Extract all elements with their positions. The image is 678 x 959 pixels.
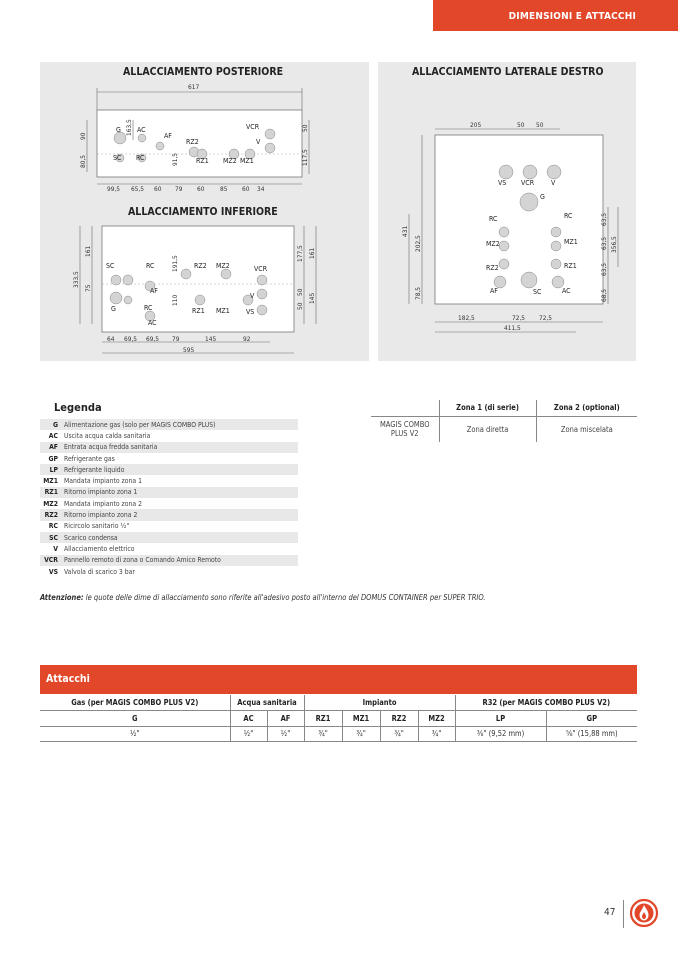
- posteriore-left-dim-2: 80,5: [79, 154, 87, 168]
- col-mz1: MZ1: [342, 711, 380, 727]
- legend-desc: Entrata acqua fredda sanitaria: [64, 443, 158, 452]
- legend-desc: Ricircolo sanitario ½": [64, 522, 130, 531]
- inferiore-right-dim-1: 177,5: [296, 245, 304, 262]
- legend-title: Legenda: [54, 401, 102, 414]
- laterale-label-ac: AC: [562, 287, 571, 295]
- posteriore-pipe-vcr: [265, 129, 275, 139]
- inferiore-bottom-dim-2: 69,5: [124, 335, 138, 343]
- attention-note: [40, 593, 486, 602]
- posteriore-bottom-dim-2: 65,5: [131, 185, 145, 193]
- legend-code: MZ1: [43, 477, 58, 486]
- col-g: G: [40, 711, 230, 727]
- laterale-label-v: V: [551, 179, 556, 187]
- legend-desc: Scarico condensa: [64, 533, 118, 542]
- posteriore-title: ALLACCIAMENTO POSTERIORE: [123, 66, 284, 78]
- posteriore-inner-dim-2: 91,5: [171, 152, 179, 166]
- zones-table: [371, 400, 637, 442]
- legend-item: [40, 419, 298, 430]
- laterale-label-mz2: MZ2: [486, 240, 500, 248]
- legend-code: RZ2: [44, 511, 58, 520]
- value-mz1: ¾": [342, 726, 380, 742]
- legend-code: V: [53, 544, 58, 553]
- posteriore-pipe-af: [156, 142, 164, 150]
- posteriore-bottom-dim-6: 85: [220, 185, 228, 193]
- group-r32: R32 (per MAGIS COMBO PLUS V2): [455, 695, 637, 711]
- posteriore-right-dim-1: 50: [301, 124, 309, 132]
- laterale-left-dim-2: 202,5: [414, 235, 422, 252]
- posteriore-label-ac: AC: [137, 126, 146, 134]
- inferiore-bottom-dim-1: 64: [107, 335, 115, 343]
- legend-item: [40, 475, 298, 486]
- note-text: le quote delle dime di allacciamento sono riferite all'adesivo posto all'interno del DOMUS CONTAINER per SUPER TRIO.: [83, 593, 486, 602]
- legend-item: [40, 430, 298, 441]
- inferiore-label-mz2: MZ2: [216, 262, 230, 270]
- inferiore-label-rc: RC: [146, 262, 155, 270]
- diagram-panel-left: [40, 62, 369, 361]
- value-lp: ⅜" (9,52 mm): [455, 726, 546, 742]
- inferiore-inner-dim-1: 191,5: [171, 255, 179, 272]
- col-af: AF: [267, 711, 304, 727]
- value-gp: ⅝" (15,88 mm): [546, 726, 637, 742]
- diagram-panel-right: [378, 62, 636, 361]
- posteriore-label-v: V: [256, 138, 261, 146]
- legend-code: VS: [48, 567, 58, 576]
- legend-item: [40, 498, 298, 509]
- laterale-left-dim-1: 431: [401, 225, 409, 237]
- posteriore-bottom-dim-8: 34: [257, 185, 265, 193]
- legend-desc: Refrigerante liquido: [64, 465, 125, 474]
- inferiore-inner-dim-2: 110: [171, 294, 179, 306]
- inferiore-label-g: G: [111, 305, 116, 313]
- legend-desc: Allacciamento elettrico: [64, 544, 135, 553]
- laterale-right-dim-4: 356,5: [610, 236, 618, 253]
- col-ac: AC: [230, 711, 267, 727]
- legend-desc: Pannello remoto di zona o Comando Amico Remoto: [64, 556, 221, 565]
- col-rz1: RZ1: [304, 711, 342, 727]
- inferiore-label-mz1: MZ1: [216, 307, 230, 315]
- inferiore-label-v: V: [250, 292, 255, 300]
- inferiore-label-rz1: RZ1: [192, 307, 205, 315]
- group-gas: Gas (per MAGIS COMBO PLUS V2): [40, 695, 230, 711]
- inferiore-right-dim-3: 50: [296, 288, 304, 296]
- laterale-label-rc-left: RC: [489, 215, 498, 223]
- posteriore-label-g: G: [116, 126, 121, 134]
- inferiore-bottom-dim-3: 69,5: [146, 335, 160, 343]
- inferiore-label-vs: VS: [246, 308, 255, 316]
- legend-list: [40, 419, 298, 577]
- posteriore-label-rc: RC: [136, 154, 145, 162]
- laterale-right-dim-1: 63,5: [600, 212, 608, 226]
- value-rz1: ¾": [304, 726, 342, 742]
- laterale-bottom-dim-3: 72,5: [539, 314, 553, 322]
- posteriore-label-mz2: MZ2: [223, 157, 237, 165]
- legend-item: [40, 566, 298, 577]
- legend-desc: Alimentazione gas (solo per MAGIS COMBO PLUS): [64, 420, 216, 429]
- col-lp: LP: [455, 711, 546, 727]
- posteriore-label-vcr: VCR: [246, 123, 260, 131]
- legend-item: [40, 487, 298, 498]
- posteriore-inner-dim-1: 163,5: [125, 119, 133, 136]
- legend-desc: Valvola di scarico 3 bar: [64, 567, 135, 576]
- legend-desc: Mandata impianto zona 1: [64, 477, 142, 486]
- brand-logo-icon: [629, 898, 659, 928]
- laterale-bottom-dim-2: 72,5: [512, 314, 526, 322]
- laterale-top-dim-1: 205: [470, 121, 482, 129]
- inferiore-right-dim-5: 145: [308, 292, 316, 304]
- laterale-label-sc: SC: [533, 288, 542, 296]
- posteriore-right-dim-2: 117,5: [301, 149, 309, 166]
- inferiore-bottom-dim-4: 79: [172, 335, 180, 343]
- value-ac: ½": [230, 726, 267, 742]
- posteriore-bottom-dim-3: 60: [154, 185, 162, 193]
- legend-item: [40, 555, 298, 566]
- legend-desc: Mandata impianto zona 2: [64, 499, 142, 508]
- legend-code: MZ2: [43, 499, 58, 508]
- laterale-bottom-dim-1: 182,5: [458, 314, 475, 322]
- posteriore-bottom-dim-4: 79: [175, 185, 183, 193]
- section-header-tab: DIMENSIONI E ATTACCHI: [433, 0, 678, 31]
- posteriore-top-dim: 617: [188, 83, 200, 91]
- inferiore-label-sc: SC: [106, 262, 115, 270]
- legend-desc: Ritorno impianto zona 2: [64, 511, 138, 520]
- laterale-drawing: [378, 62, 636, 361]
- posteriore-label-af: AF: [164, 132, 172, 140]
- legend-code: RZ1: [44, 488, 58, 497]
- inferiore-label-rz2: RZ2: [194, 262, 207, 270]
- col-gp: GP: [546, 711, 637, 727]
- legend-code: RC: [48, 522, 58, 531]
- value-mz2: ¾": [418, 726, 455, 742]
- inferiore-left-dim-2: 333,5: [72, 271, 80, 288]
- legend-code: GP: [48, 454, 58, 463]
- legend-code: AF: [49, 443, 58, 452]
- inferiore-left-dim-3: 75: [84, 284, 92, 292]
- posteriore-label-mz1: MZ1: [240, 157, 254, 165]
- laterale-label-rz1: RZ1: [564, 262, 577, 270]
- group-impianto: Impianto: [304, 695, 455, 711]
- laterale-top-dim-2: 50: [517, 121, 525, 129]
- posteriore-label-sc: SC: [113, 154, 122, 162]
- laterale-left-dim-3: 78,5: [414, 286, 422, 300]
- laterale-label-vs: VS: [498, 179, 507, 187]
- attacchi-title: Attacchi: [40, 665, 637, 694]
- legend-code: LP: [49, 465, 58, 474]
- value-af: ½": [267, 726, 304, 742]
- posteriore-pipe-ac: [138, 134, 146, 142]
- laterale-right-dim-3: 63,5: [600, 262, 608, 276]
- laterale-right-dim-2: 63,5: [600, 236, 608, 250]
- inferiore-label-rc-2: RC: [144, 304, 153, 312]
- legend-code: AC: [48, 431, 58, 440]
- inferiore-label-ac: AC: [148, 319, 157, 327]
- posteriore-bottom-dim-1: 99,5: [107, 185, 121, 193]
- posteriore-label-rz2: RZ2: [186, 138, 199, 146]
- laterale-label-rc-right: RC: [564, 212, 573, 220]
- legend-item: [40, 532, 298, 543]
- inferiore-label-vcr: VCR: [254, 265, 268, 273]
- zone2-value: Zona miscelata: [536, 416, 637, 442]
- page-number: 47: [604, 907, 616, 918]
- legend-item: [40, 521, 298, 532]
- posteriore-pipe-v: [265, 143, 275, 153]
- inferiore-total-dim: 595: [183, 346, 195, 354]
- posteriore-label-rz1: RZ1: [196, 157, 209, 165]
- laterale-right-dim-5: 68,5: [600, 288, 608, 302]
- legend-item: [40, 509, 298, 520]
- inferiore-bottom-dim-6: 92: [243, 335, 251, 343]
- group-acqua: Acqua sanitaria: [230, 695, 304, 711]
- inferiore-title: ALLACCIAMENTO INFERIORE: [128, 206, 278, 218]
- col-mz2: MZ2: [418, 711, 455, 727]
- note-label: Attenzione:: [40, 593, 84, 602]
- legend-desc: Ritorno impianto zona 1: [64, 488, 138, 497]
- laterale-title: ALLACCIAMENTO LATERALE DESTRO: [412, 66, 604, 78]
- legend-code: G: [52, 420, 58, 429]
- footer-divider: [623, 900, 624, 928]
- value-rz2: ¾": [380, 726, 418, 742]
- legend-item: [40, 453, 298, 464]
- posteriore-inferiore-drawing: [40, 62, 369, 361]
- laterale-total-dim: 411,5: [504, 324, 521, 332]
- posteriore-bottom-dim-5: 60: [197, 185, 205, 193]
- legend-item: [40, 442, 298, 453]
- legend-item: [40, 464, 298, 475]
- col-rz2: RZ2: [380, 711, 418, 727]
- laterale-top-dim-3: 50: [536, 121, 544, 129]
- posteriore-bottom-dim-7: 60: [242, 185, 250, 193]
- laterale-label-af: AF: [490, 287, 498, 295]
- legend-code: SC: [49, 533, 58, 542]
- inferiore-left-dim-1: 161: [84, 245, 92, 257]
- zone-row-label: MAGIS COMBO PLUS V2: [379, 420, 430, 439]
- inferiore-right-dim-4: 50: [296, 302, 304, 310]
- zone1-header: Zona 1 (di serie): [439, 400, 536, 416]
- zone1-value: Zona diretta: [439, 416, 536, 442]
- laterale-label-mz1: MZ1: [564, 238, 578, 246]
- value-g: ½": [40, 726, 230, 742]
- laterale-label-rz2: RZ2: [486, 264, 499, 272]
- legend-code: VCR: [44, 556, 58, 565]
- inferiore-right-dim-2: 161: [308, 247, 316, 259]
- legend-desc: Refrigerante gas: [64, 454, 115, 463]
- laterale-label-g: G: [540, 193, 545, 201]
- legend-item: [40, 543, 298, 554]
- posteriore-left-dim-1: 90: [79, 132, 87, 140]
- inferiore-label-af: AF: [150, 287, 158, 295]
- legend-desc: Uscita acqua calda sanitaria: [64, 431, 151, 440]
- laterale-label-vcr: VCR: [521, 179, 535, 187]
- zone2-header: Zona 2 (optional): [536, 400, 637, 416]
- inferiore-bottom-dim-5: 145: [205, 335, 217, 343]
- attacchi-table: [40, 695, 637, 742]
